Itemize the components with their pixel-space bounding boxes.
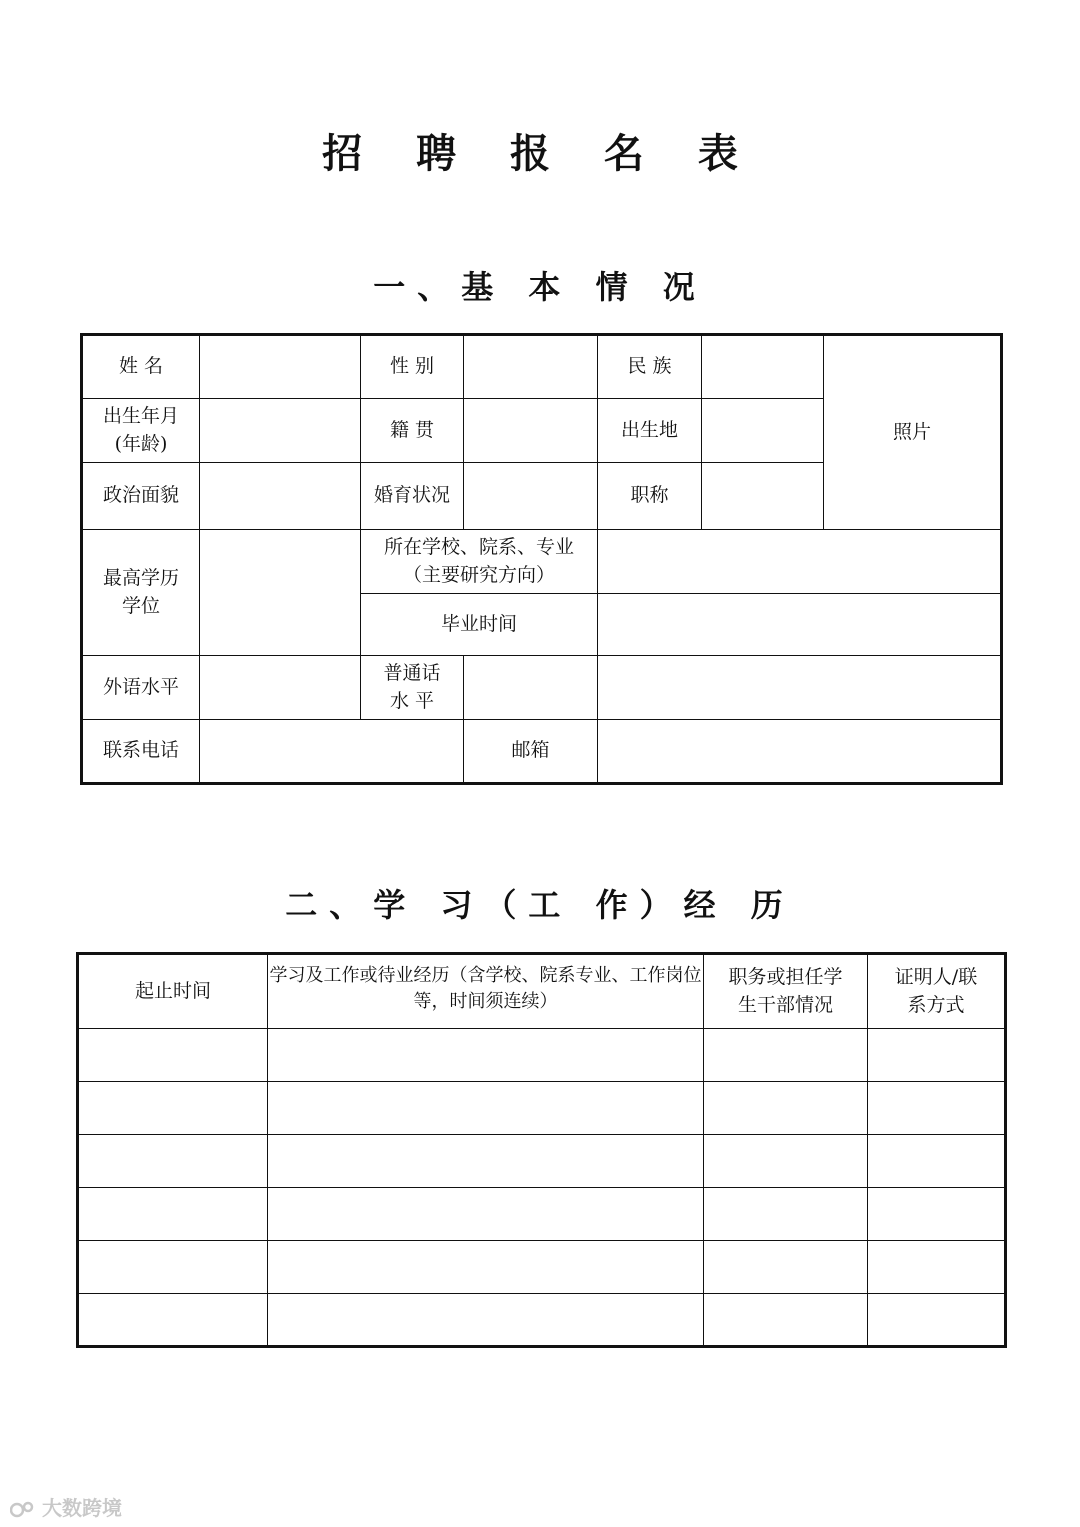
table-row: [78, 1188, 1006, 1241]
table-row: [78, 1241, 1006, 1294]
experience-cell[interactable]: [268, 1135, 704, 1188]
section-basic-info-title: 一、基 本 情 况: [373, 268, 707, 306]
native-place-label: 籍 贯: [361, 399, 464, 463]
ethnicity-field[interactable]: [702, 335, 824, 399]
reference-cell[interactable]: [868, 1241, 1006, 1294]
email-field[interactable]: [598, 720, 1002, 784]
birthplace-field[interactable]: [702, 399, 824, 463]
professional-title-field[interactable]: [702, 463, 824, 530]
native-place-field[interactable]: [464, 399, 598, 463]
position-cell[interactable]: [704, 1135, 868, 1188]
reference-cell[interactable]: [868, 1294, 1006, 1347]
reference-cell[interactable]: [868, 1082, 1006, 1135]
professional-title-label: 职称: [598, 463, 702, 530]
period-cell[interactable]: [78, 1029, 268, 1082]
mandarin-field[interactable]: [464, 656, 598, 720]
period-cell[interactable]: [78, 1135, 268, 1188]
education-field[interactable]: [200, 530, 361, 656]
mandarin-extra-field[interactable]: [598, 656, 1002, 720]
name-field[interactable]: [200, 335, 361, 399]
watermark-logo-icon: [10, 1500, 36, 1520]
period-cell[interactable]: [78, 1082, 268, 1135]
experience-cell[interactable]: [268, 1029, 704, 1082]
position-cell[interactable]: [704, 1082, 868, 1135]
experience-cell[interactable]: [268, 1294, 704, 1347]
marital-status-field[interactable]: [464, 463, 598, 530]
email-label: 邮箱: [464, 720, 598, 784]
period-cell[interactable]: [78, 1188, 268, 1241]
foreign-language-label: 外语水平: [82, 656, 200, 720]
position-cell[interactable]: [704, 1029, 868, 1082]
school-field[interactable]: [598, 530, 1002, 594]
form-title: 招 聘 报 名 表: [322, 131, 758, 177]
experience-header: 学习及工作或待业经历（含学校、院系专业、工作岗位等，时间须连续）: [268, 954, 704, 1029]
position-cell[interactable]: [704, 1241, 868, 1294]
school-label: 所在学校、院系、专业 （主要研究方向）: [361, 530, 598, 594]
birthplace-label: 出生地: [598, 399, 702, 463]
table-row: [78, 1294, 1006, 1347]
experience-cell[interactable]: [268, 1188, 704, 1241]
basic-info-table: [80, 333, 1003, 785]
birth-field[interactable]: [200, 399, 361, 463]
marital-status-label: 婚育状况: [361, 463, 464, 530]
political-status-label: 政治面貌: [82, 463, 200, 530]
reference-cell[interactable]: [868, 1188, 1006, 1241]
graduation-time-label: 毕业时间: [361, 594, 598, 656]
gender-field[interactable]: [464, 335, 598, 399]
phone-label: 联系电话: [82, 720, 200, 784]
watermark: [10, 1492, 122, 1521]
reference-cell[interactable]: [868, 1135, 1006, 1188]
position-cell[interactable]: [704, 1188, 868, 1241]
table-row: [78, 1029, 1006, 1082]
experience-table: [76, 952, 1007, 1348]
period-header: 起止时间: [78, 954, 268, 1029]
gender-label: 性 别: [361, 335, 464, 399]
period-cell[interactable]: [78, 1241, 268, 1294]
education-label: 最高学历 学位: [82, 530, 200, 656]
ethnicity-label: 民 族: [598, 335, 702, 399]
experience-cell[interactable]: [268, 1241, 704, 1294]
reference-header: 证明人/联 系方式: [868, 954, 1006, 1029]
graduation-time-field[interactable]: [598, 594, 1002, 656]
table-row: [78, 1082, 1006, 1135]
phone-field[interactable]: [200, 720, 464, 784]
photo-box[interactable]: 照片: [824, 335, 1002, 530]
mandarin-label: 普通话 水 平: [361, 656, 464, 720]
section-experience-title: 二、学 习（工 作）经 历: [285, 886, 795, 924]
watermark-text: 大数跨境: [42, 1496, 122, 1520]
name-label: 姓 名: [82, 335, 200, 399]
foreign-language-field[interactable]: [200, 656, 361, 720]
position-cell[interactable]: [704, 1294, 868, 1347]
period-cell[interactable]: [78, 1294, 268, 1347]
political-status-field[interactable]: [200, 463, 361, 530]
position-header: 职务或担任学 生干部情况: [704, 954, 868, 1029]
reference-cell[interactable]: [868, 1029, 1006, 1082]
experience-cell[interactable]: [268, 1082, 704, 1135]
table-row: [78, 1135, 1006, 1188]
birth-label: 出生年月 (年龄): [82, 399, 200, 463]
